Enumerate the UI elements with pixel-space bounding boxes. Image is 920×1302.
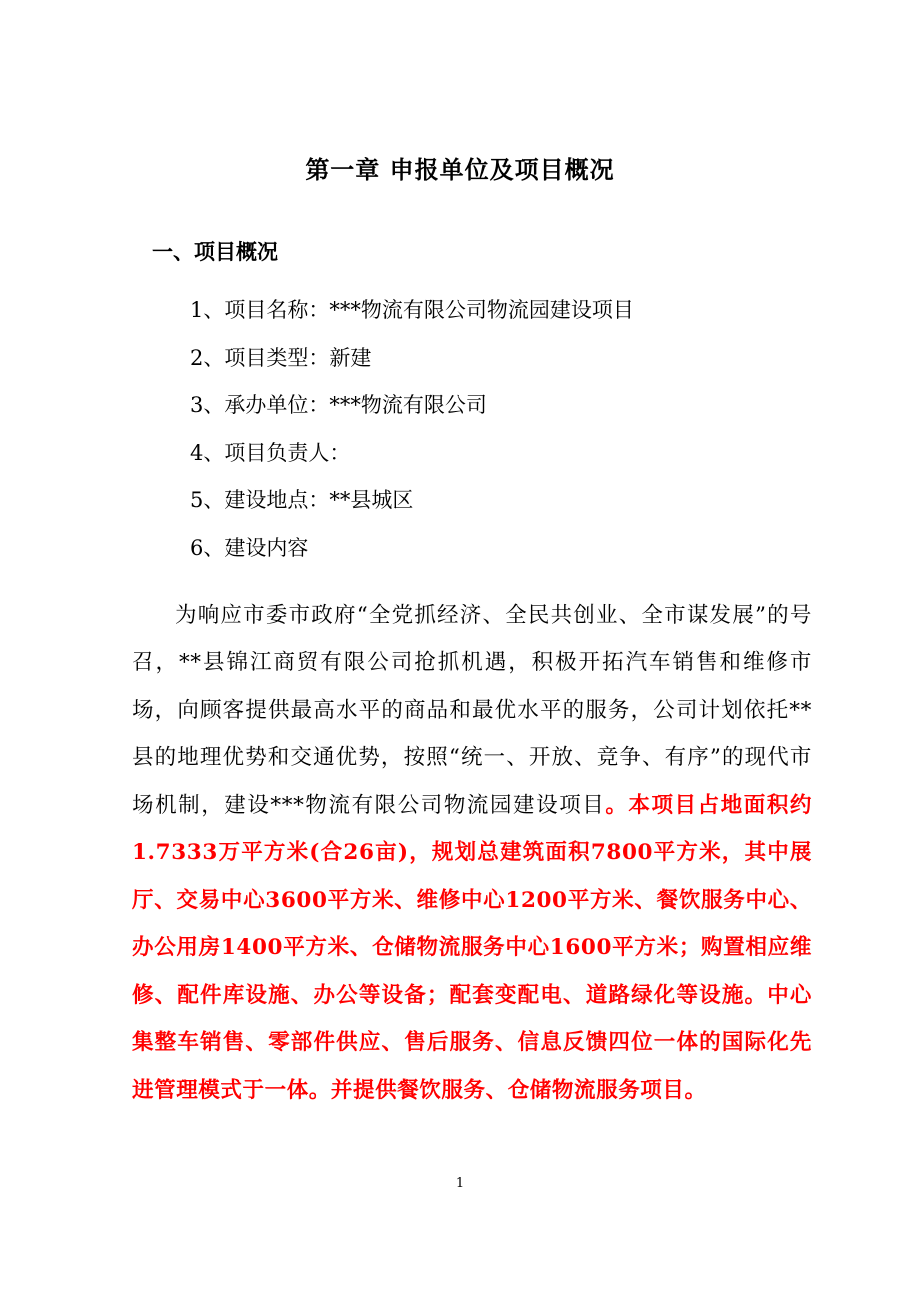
paragraph-normal-text: 为响应市委市政府“全党抓经济、全民共创业、全市谋发展”的号召，**县锦江商贸有限公司抢抓机遇，积极开拓汽车销售和维修市场，向顾客提供最高水平的商品和最优水平的服务，公司计划依托**县的地理优势和交通优势，按照“统一、开放、竞争、有序”的现代市场机制，建设***物流有限公司物流园建设项目 (132, 602, 812, 818)
paragraph-highlight-text: 。本项目占地面积约1.7333万平方米(合26亩)，规划总建筑面积7800平方米，其中展厅、交易中心3600平方米、维修中心1200平方米、餐饮服务中心、办公用房1400平方米、仓储物流服务中心1600平方米；购置相应维修、配件库设施、办公等设备；配套变配电、道路绿化等设施。中心集整车销售、零部件供应、售后服务、信息反馈四位一体的国际化先进管理模式于一体。并提供餐饮服务、仓储物流服务项目。 (132, 792, 812, 1103)
page-number: 1 (455, 1176, 465, 1191)
list-item-construction-site: 5、建设地点：**县城区 (190, 488, 414, 512)
list-item-project-name: 1、项目名称：***物流有限公司物流园建设项目 (190, 298, 634, 322)
chapter-title: 第一章 申报单位及项目概况 (305, 155, 615, 184)
list-item-undertaking-unit: 3、承办单位：***物流有限公司 (190, 393, 487, 417)
list-item-project-type: 2、项目类型：新建 (190, 345, 372, 370)
list-item-project-lead: 4、项目负责人： (190, 440, 351, 465)
project-overview-list (190, 290, 634, 575)
section-heading: 一、项目概况 (152, 239, 278, 264)
list-item-construction-content: 6、建设内容 (190, 535, 309, 560)
construction-content-paragraph (132, 592, 812, 1115)
